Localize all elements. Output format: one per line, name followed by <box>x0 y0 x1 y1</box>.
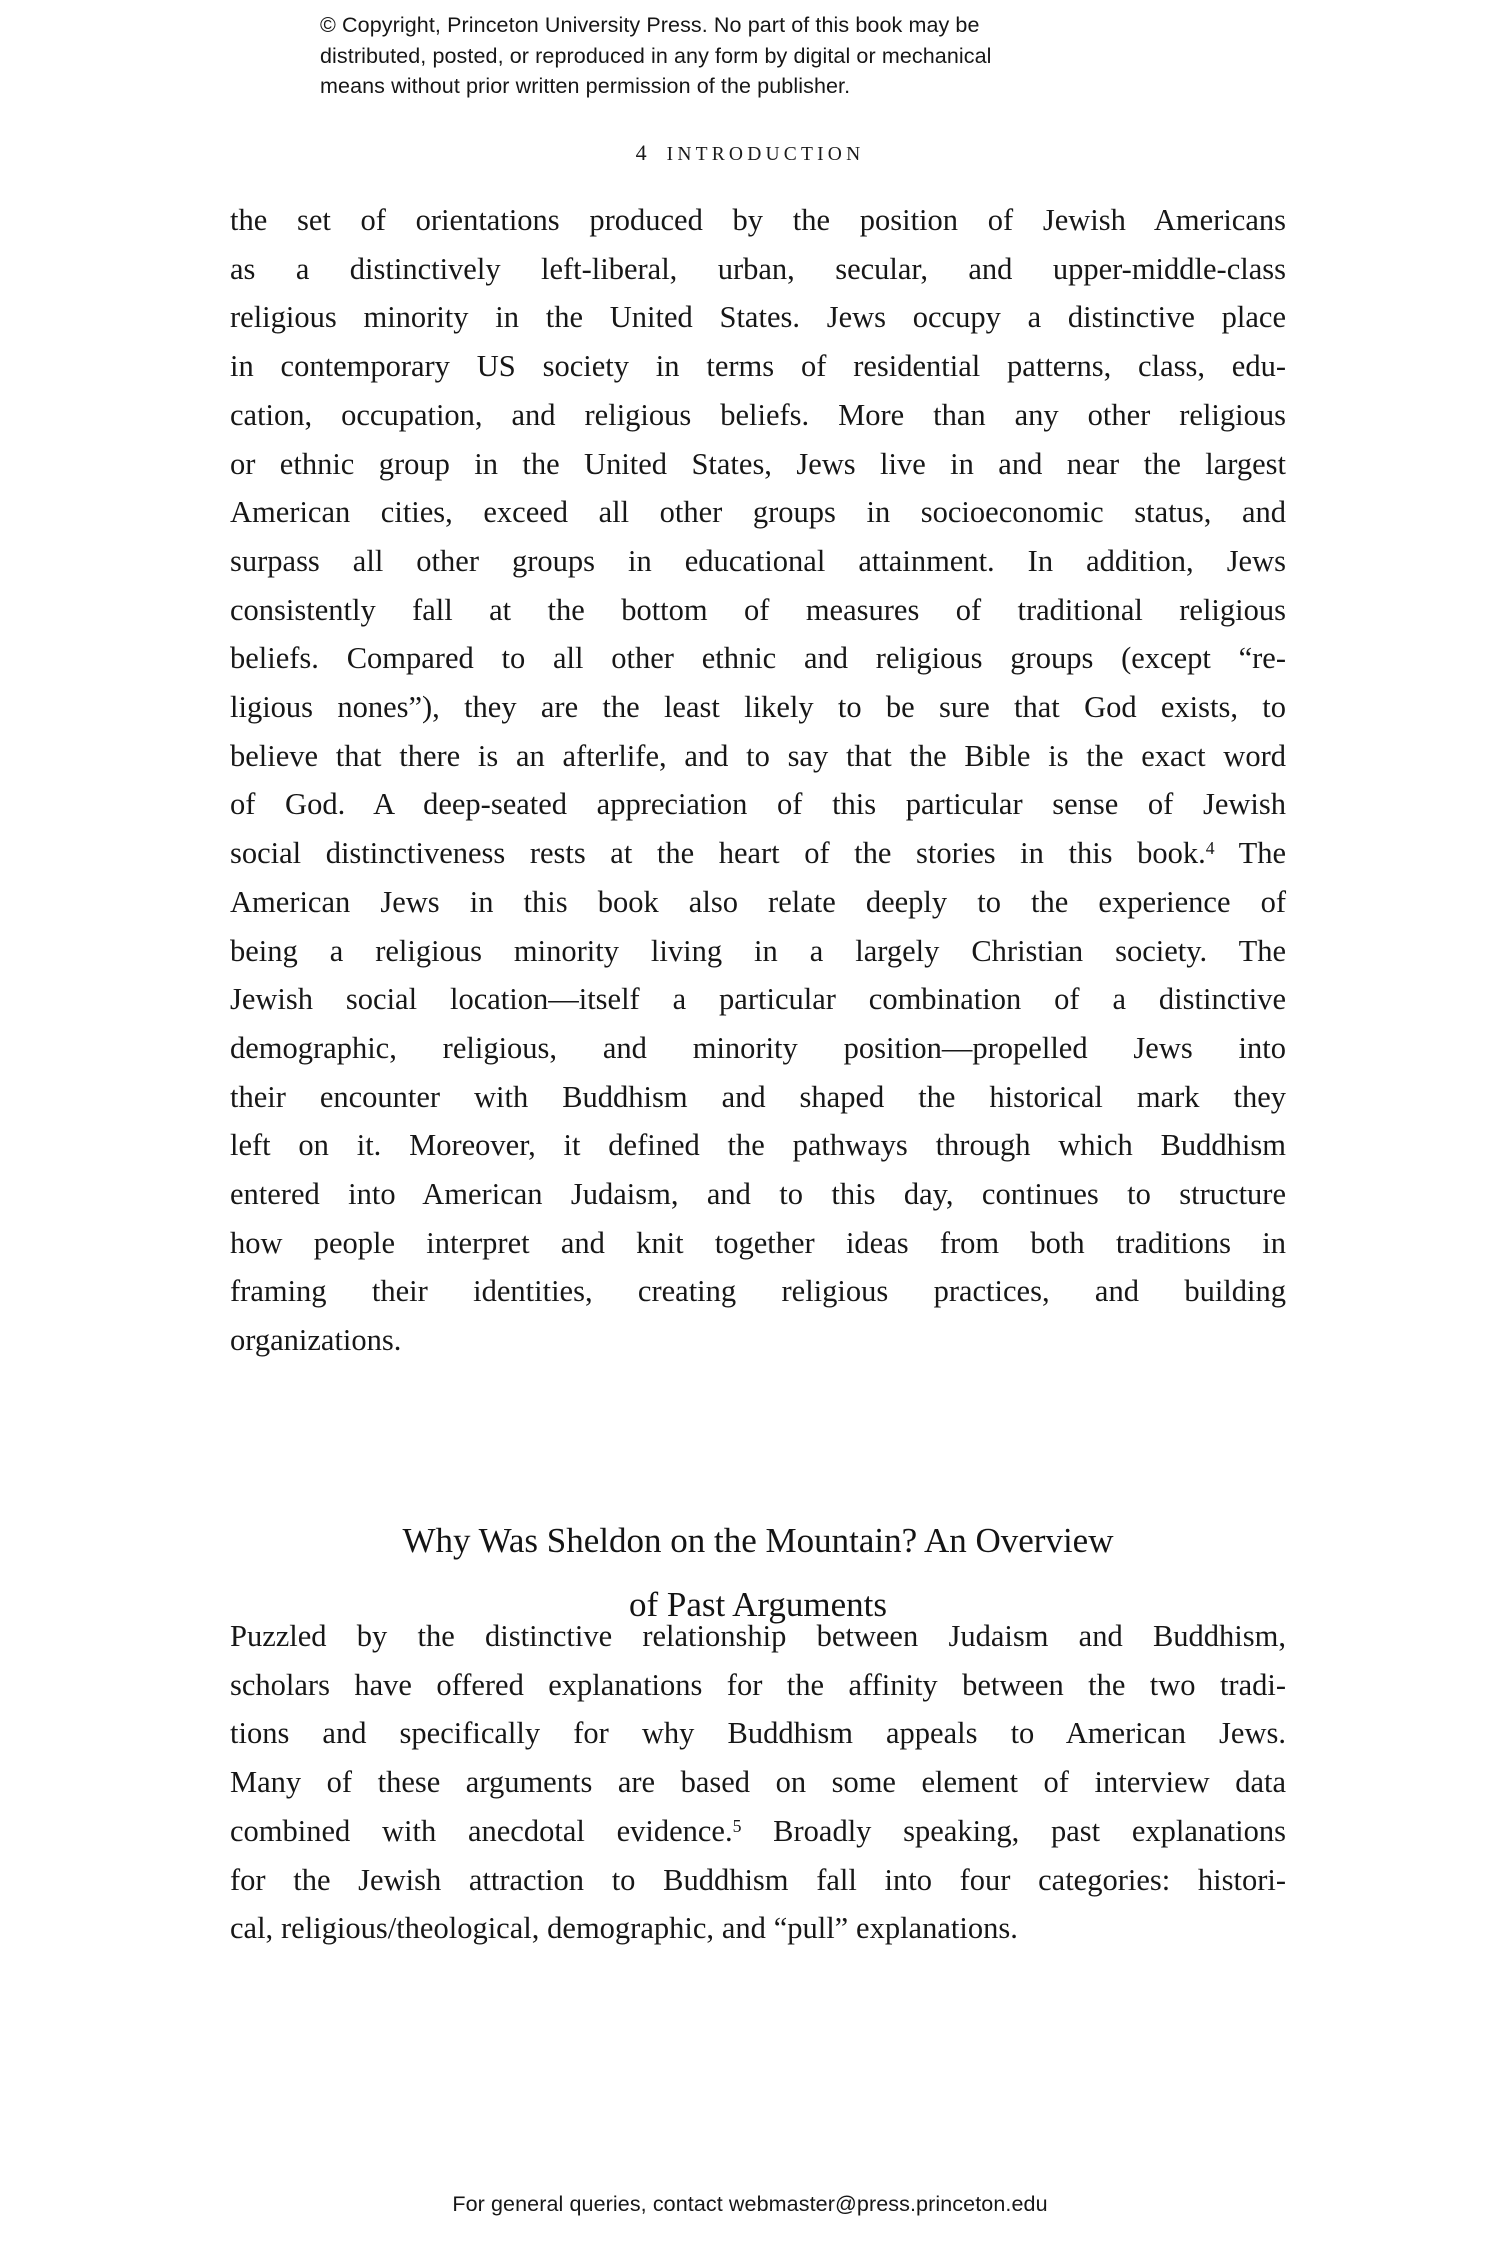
text-line: entered into American Judaism, and to this day, continues to structure <box>230 1177 1286 1212</box>
text-line: tions and specifically for why Buddhism appeals to American Jews. <box>230 1716 1286 1751</box>
text-line: Puzzled by the distinctive relationship between Judaism and Buddhism, <box>230 1619 1286 1653</box>
copyright-line: © Copyright, Princeton University Press. No part of this book may be <box>320 13 980 37</box>
copyright-line: distributed, posted, or reproduced in any form by digital or mechanical <box>320 43 992 68</box>
text-line: left on it. Moreover, it defined the pathways through which Buddhism <box>230 1128 1286 1163</box>
page-footer: For general queries, contact webmaster@press.princeton.edu <box>452 2192 1048 2216</box>
text-line: or ethnic group in the United States, Jews live in and near the largest <box>230 446 1286 481</box>
text-line: consistently fall at the bottom of measures of traditional religious <box>230 592 1286 627</box>
running-head-title: INTRODUCTION <box>666 144 865 165</box>
section-heading-line: of Past Arguments <box>629 1585 887 1625</box>
text-line: the set of orientations produced by the position of Jewish Americans <box>230 203 1286 237</box>
text-line: American Jews in this book also relate deeply to the experience of <box>230 884 1286 919</box>
text-line: of God. A deep-seated appreciation of this particular sense of Jewish <box>230 787 1286 822</box>
section-heading-line: Why Was Sheldon on the Mountain? An Overview <box>402 1521 1114 1561</box>
text-line: scholars have offered explanations for the affinity between the two tradi- <box>230 1667 1286 1702</box>
text-line: being a religious minority living in a largely Christian society. The <box>230 933 1286 968</box>
text-line: surpass all other groups in educational attainment. In addition, Jews <box>230 543 1286 578</box>
text-line: Many of these arguments are based on some element of interview data <box>230 1765 1286 1800</box>
text-line: as a distinctively left-liberal, urban, secular, and upper-middle-class <box>230 251 1286 286</box>
text-line: their encounter with Buddhism and shaped the historical mark they <box>230 1079 1286 1114</box>
paragraph-two <box>230 1612 1286 1953</box>
text-line: beliefs. Compared to all other ethnic and religious groups (except “re- <box>230 641 1286 676</box>
text-line: cal, religious/theological, demographic, and “pull” explanations. <box>230 1911 1018 1946</box>
text-line: for the Jewish attraction to Buddhism fall into four categories: histori- <box>230 1862 1286 1897</box>
copyright-line: means without prior written permission of the publisher. <box>320 74 851 98</box>
page-number: 4 <box>635 140 647 165</box>
copyright-notice <box>320 10 1180 102</box>
body-text-column-two <box>230 1612 1286 1953</box>
text-line: Jewish social location—itself a particular combination of a distinctive <box>230 982 1286 1017</box>
text-line: organizations. <box>230 1323 402 1358</box>
text-line: demographic, religious, and minority position—propelled Jews into <box>230 1030 1286 1065</box>
text-line: believe that there is an afterlife, and to say that the Bible is the exact word <box>230 738 1286 773</box>
text-line: combined with anecdotal evidence.$^5$ Broadly speaking, past explanations <box>230 1813 1286 1848</box>
text-line: social distinctiveness rests at the heart of the stories in this book.$^4$ The <box>230 836 1287 871</box>
footnote-marker: 5 <box>732 1815 742 1836</box>
text-line: religious minority in the United States. Jews occupy a distinctive place <box>230 300 1286 335</box>
running-head <box>0 140 1500 166</box>
text-line: cation, occupation, and religious beliefs. More than any other religious <box>230 397 1286 432</box>
footnote-marker: 4 <box>1205 837 1215 858</box>
text-line: American cities, exceed all other groups in socioeconomic status, and <box>230 495 1286 530</box>
paragraph-one <box>230 196 1286 1365</box>
body-text-column-one <box>230 196 1286 1365</box>
text-line: ligious nones”), they are the least likely to be sure that God exists, to <box>230 690 1286 725</box>
text-line: framing their identities, creating religious practices, and building <box>230 1274 1286 1309</box>
text-line: how people interpret and knit together ideas from both traditions in <box>230 1225 1286 1260</box>
text-line: in contemporary US society in terms of residential patterns, class, edu- <box>230 349 1286 384</box>
